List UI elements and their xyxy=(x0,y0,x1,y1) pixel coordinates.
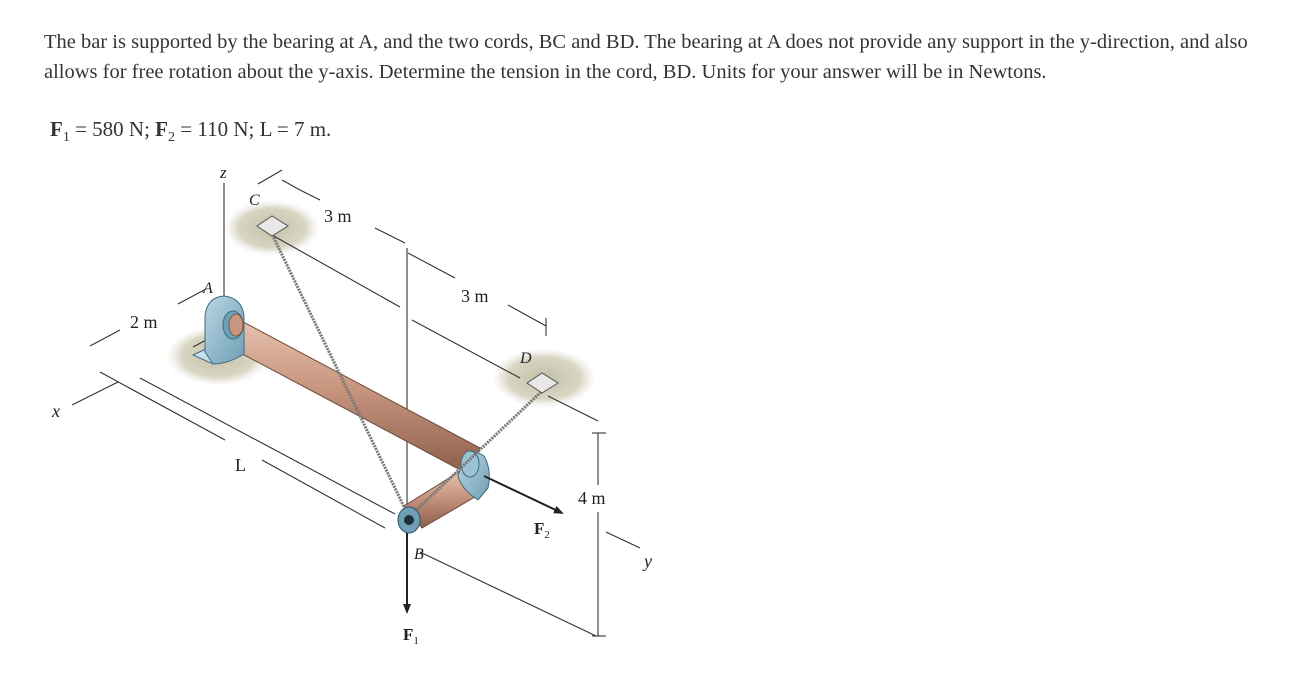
force-f2-arrow xyxy=(484,476,562,513)
force-f1-label xyxy=(403,625,419,647)
f1-value: = 580 N; xyxy=(69,117,156,141)
axis-y-label: y xyxy=(644,551,652,571)
point-b-label: B xyxy=(414,546,424,563)
force-f2-subscript: 2 xyxy=(544,529,550,541)
f2-symbol: F xyxy=(155,117,168,141)
axis-z-label: z xyxy=(220,163,227,182)
force-f1-symbol: F xyxy=(403,625,414,644)
problem-text: The bar is supported by the bearing at A, and the two cords, BC and BD. The bearing at A does not provide any support in the y-direction, and also allows for free rotation about the y-axis. Determine the tension in the cord, BD. Units for your answer will be in Newtons. xyxy=(44,31,1248,83)
f2-subscript: 2 xyxy=(168,130,175,146)
force-f1-subscript: 1 xyxy=(413,635,419,647)
joint-b xyxy=(398,507,420,533)
dimension-2m: 2 m xyxy=(130,312,158,332)
f1-subscript: 1 xyxy=(62,130,70,146)
f2-and-length-value: = 110 N; L = 7 m. xyxy=(175,117,332,141)
force-f2-label xyxy=(534,519,550,541)
dimension-l: L xyxy=(235,455,246,475)
bar xyxy=(220,316,480,528)
dimension-c-3m: 3 m xyxy=(324,206,352,226)
point-a-label: A xyxy=(203,280,213,297)
point-c-label: C xyxy=(249,192,260,209)
dimension-d-3m: 3 m xyxy=(461,286,489,306)
dimension-4m: 4 m xyxy=(578,488,606,508)
axis-x-label: x xyxy=(52,401,60,421)
force-f2-symbol: F xyxy=(534,519,545,538)
point-d-label: D xyxy=(520,350,532,367)
f1-symbol: F xyxy=(50,117,63,141)
